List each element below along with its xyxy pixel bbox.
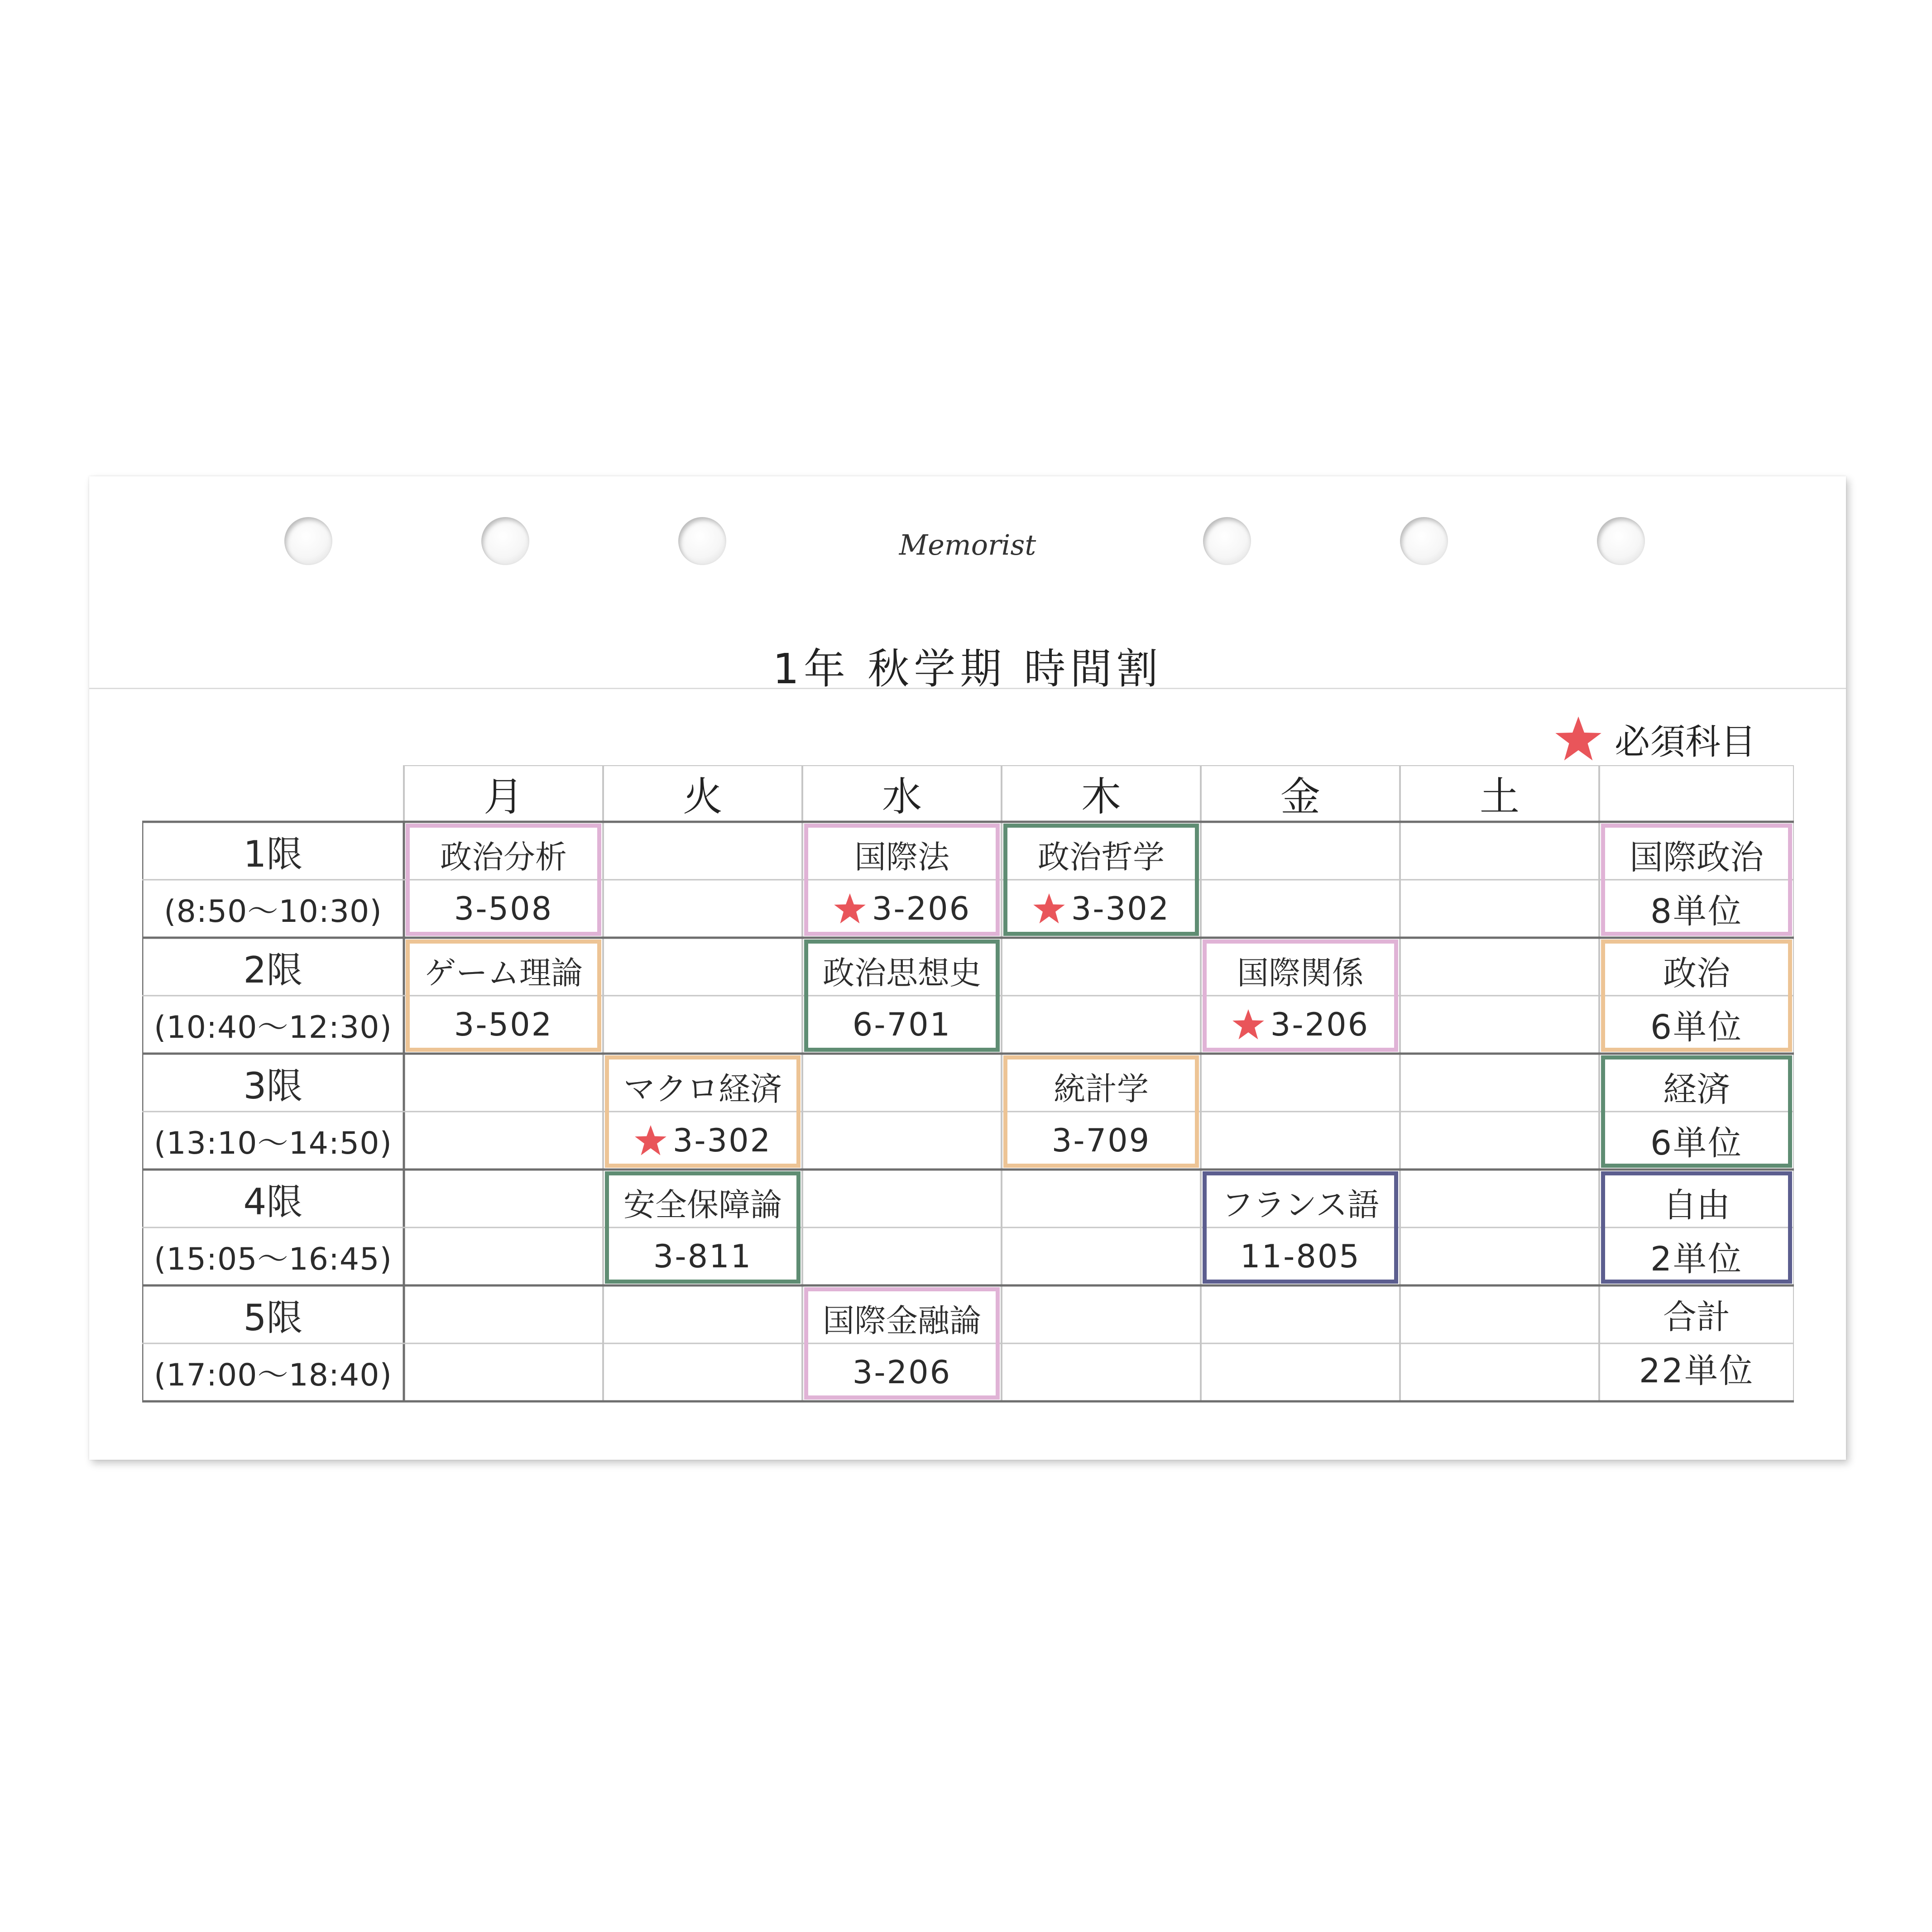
period-label bbox=[142, 822, 404, 938]
course-name: 政治分析 bbox=[440, 839, 567, 876]
course-room bbox=[609, 1229, 796, 1283]
header-divider bbox=[89, 688, 1846, 689]
page-title: 1年 秋学期 時間割 bbox=[772, 645, 1163, 693]
period-number: 3限 bbox=[243, 1064, 303, 1107]
room-number: 11-805 bbox=[1240, 1237, 1361, 1275]
day-header: 水 bbox=[882, 773, 922, 820]
credit-summary bbox=[1601, 824, 1792, 936]
course-name: 安全保障論 bbox=[623, 1186, 782, 1223]
room-number: 3-206 bbox=[1270, 1006, 1370, 1043]
room-number: 3-302 bbox=[672, 1122, 772, 1159]
course-cell[interactable] bbox=[406, 824, 601, 936]
period-number: 4限 bbox=[243, 1180, 303, 1223]
star-icon bbox=[1232, 1008, 1265, 1041]
credit-category: 政治 bbox=[1663, 954, 1730, 993]
period-time: (15:05～16:45) bbox=[154, 1241, 392, 1277]
course-cell[interactable] bbox=[804, 824, 1000, 936]
course-name: 統計学 bbox=[1054, 1070, 1149, 1107]
star-icon bbox=[833, 892, 867, 925]
period-label bbox=[142, 1170, 404, 1285]
period-number: 2限 bbox=[243, 949, 303, 991]
period-time: (10:40～12:30) bbox=[154, 1009, 392, 1045]
credit-value: 6単位 bbox=[1650, 1123, 1743, 1163]
room-number: 3-206 bbox=[872, 890, 971, 927]
room-number: 3-302 bbox=[1071, 890, 1170, 927]
day-header: 土 bbox=[1479, 773, 1520, 820]
course-cell[interactable] bbox=[1203, 1171, 1398, 1284]
day-header: 火 bbox=[682, 773, 723, 820]
period-label bbox=[142, 1054, 404, 1170]
period-time: (13:10～14:50) bbox=[154, 1125, 392, 1161]
course-cell[interactable] bbox=[804, 1287, 1000, 1400]
period-number: 5限 bbox=[243, 1296, 303, 1339]
course-room bbox=[1007, 882, 1195, 935]
course-room bbox=[609, 1113, 796, 1167]
credit-category: 経済 bbox=[1663, 1069, 1730, 1109]
timetable bbox=[142, 765, 1794, 1427]
star-icon bbox=[1554, 714, 1603, 763]
star-icon bbox=[634, 1124, 667, 1157]
course-room bbox=[1207, 1229, 1394, 1283]
star-icon bbox=[1032, 892, 1066, 925]
course-room bbox=[808, 997, 996, 1051]
room-number: 3-502 bbox=[454, 1006, 553, 1043]
day-header: 月 bbox=[483, 773, 523, 820]
credit-category: 合計 bbox=[1663, 1297, 1730, 1337]
room-number: 3-508 bbox=[454, 890, 553, 927]
credit-value: 8単位 bbox=[1650, 892, 1743, 931]
course-name: ゲーム理論 bbox=[424, 954, 583, 992]
credit-summary bbox=[1601, 940, 1792, 1052]
period-label bbox=[142, 938, 404, 1054]
credit-value: 22単位 bbox=[1639, 1351, 1755, 1390]
course-cell[interactable] bbox=[406, 940, 601, 1052]
course-room bbox=[1007, 1113, 1195, 1167]
credit-summary bbox=[1601, 1287, 1792, 1400]
day-header: 木 bbox=[1081, 773, 1121, 820]
credit-value: 2単位 bbox=[1650, 1239, 1743, 1279]
course-room bbox=[808, 1345, 996, 1399]
credit-summary bbox=[1601, 1055, 1792, 1168]
course-room bbox=[1207, 997, 1394, 1051]
course-room bbox=[410, 882, 597, 935]
course-cell[interactable] bbox=[1003, 1055, 1199, 1168]
day-header: 金 bbox=[1280, 773, 1320, 820]
course-name: 政治哲学 bbox=[1038, 839, 1165, 876]
course-name: 国際法 bbox=[854, 839, 949, 876]
course-name: 国際金融論 bbox=[823, 1302, 981, 1339]
course-room bbox=[410, 997, 597, 1051]
period-label bbox=[142, 1285, 404, 1401]
legend-label: 必須科目 bbox=[1615, 722, 1756, 762]
course-name: マクロ経済 bbox=[623, 1070, 782, 1107]
credit-category: 自由 bbox=[1663, 1185, 1730, 1225]
credit-category: 国際政治 bbox=[1630, 838, 1764, 877]
legend bbox=[1554, 714, 1756, 764]
course-cell[interactable] bbox=[1003, 824, 1199, 936]
room-number: 3-709 bbox=[1051, 1122, 1151, 1159]
course-room bbox=[808, 882, 996, 935]
period-number: 1限 bbox=[243, 833, 303, 875]
course-cell[interactable] bbox=[605, 1055, 801, 1168]
room-number: 6-701 bbox=[852, 1006, 952, 1043]
credit-summary bbox=[1601, 1171, 1792, 1284]
room-number: 3-206 bbox=[852, 1353, 952, 1391]
course-name: フランス語 bbox=[1222, 1186, 1379, 1223]
course-cell[interactable] bbox=[1203, 940, 1398, 1052]
course-name: 国際関係 bbox=[1237, 954, 1364, 992]
room-number: 3-811 bbox=[653, 1237, 753, 1275]
period-time: (8:50～10:30) bbox=[164, 893, 382, 930]
course-name: 政治思想史 bbox=[823, 954, 981, 992]
course-cell[interactable] bbox=[804, 940, 1000, 1052]
binder-refill-sheet bbox=[89, 476, 1846, 1460]
course-cell[interactable] bbox=[605, 1171, 801, 1284]
period-time: (17:00～18:40) bbox=[154, 1357, 392, 1393]
brand-logo: Memorist bbox=[899, 528, 1036, 561]
credit-value: 6単位 bbox=[1650, 1007, 1743, 1047]
